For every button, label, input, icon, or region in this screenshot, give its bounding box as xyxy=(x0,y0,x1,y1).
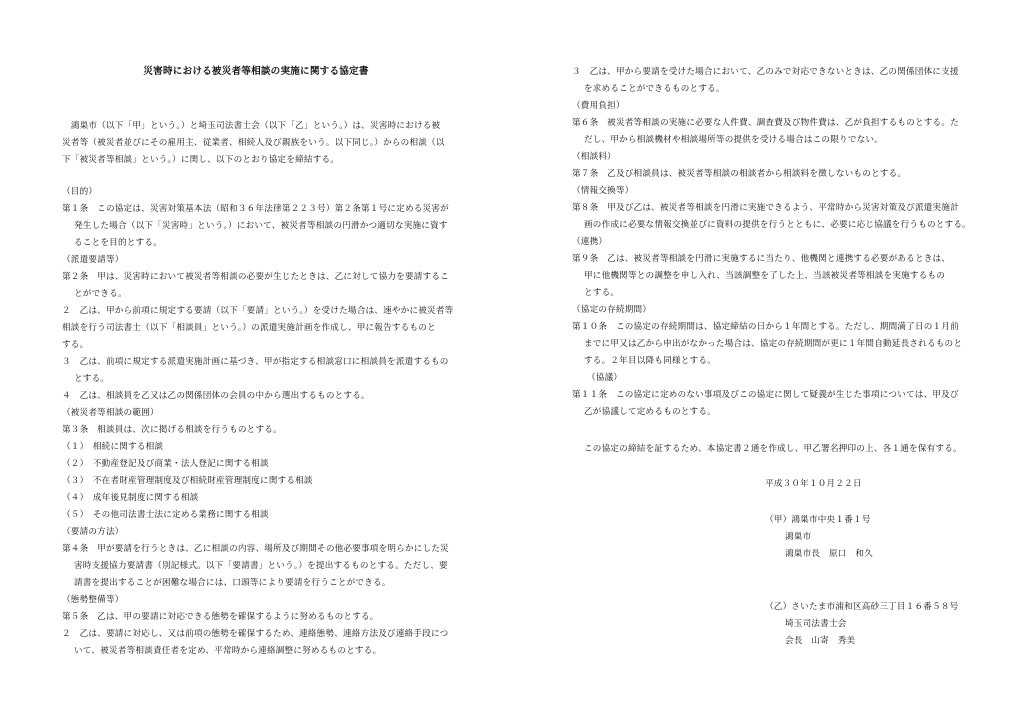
preamble-line: 災者等（被災者並びにその雇用主、従業者、相続人及び親族をいう。以下同じ。）からの相談（以 xyxy=(62,138,445,148)
party-a-representative: 鴻巣市長 原口 和久 xyxy=(785,549,873,559)
article-line: 害時支援協力要請書（別記様式。以下「要請書」という。）を提出するものとする。ただし、要 xyxy=(74,561,448,571)
list-item: （５） その他司法書士法に定める業務に関する相談 xyxy=(62,510,269,520)
article-line: 発生した場合（以下「災害時」という。）において、被災者等相談の円滑かつ適切な実施に資す xyxy=(74,221,448,231)
party-b-name: 埼玉司法書士会 xyxy=(785,619,847,629)
document-title: 災害時における被災者等相談の実施に関する協定書 xyxy=(143,66,369,77)
party-a-address: （甲）鴻巣市中央１番１号 xyxy=(765,515,871,525)
section-heading: （協議） xyxy=(587,373,623,383)
article-line: までに甲又は乙から申出がなかった場合は、協定の存続期間が更に１年間自動延長されるものと xyxy=(584,339,963,349)
article-line: とする。 xyxy=(74,374,110,384)
section-heading: （派遣要請等） xyxy=(62,255,124,265)
article-line: 第８条 甲及び乙は、被災者等相談を円滑に実施できるよう、平常時から災害対策及び派遣実施計 xyxy=(572,203,959,213)
list-item: （４） 成年後見制度に関する相談 xyxy=(62,493,199,503)
article-line: ３ 乙は、甲から要請を受けた場合において、乙のみで対応できないときは、乙の関係団体に支援 xyxy=(572,67,959,77)
article-line: とができる。 xyxy=(74,289,127,299)
section-heading: （被災者等相談の範囲） xyxy=(62,408,159,418)
article-line: 第５条 乙は、甲の要請に対応できる態勢を確保するように努めるものとする。 xyxy=(62,612,379,622)
article-line: ２ 乙は、要請に対応し、又は前項の態勢を確保するため、連絡態勢、連絡方法及び連絡手段につ xyxy=(62,629,449,639)
article-line: 乙が協議して定めるものとする。 xyxy=(584,407,716,417)
article-line: とする。 xyxy=(584,288,620,298)
article-line: ３ 乙は、前項に規定する派遣実施計画に基づき、甲が指定する相談窓口に相談員を派遣するもの xyxy=(62,357,449,367)
article-line: 画の作成に必要な情報交換並びに資料の提供を行うとともに、必要に応じ協議を行うものとする。 xyxy=(584,220,971,230)
section-heading: （情報交換等） xyxy=(572,186,634,196)
article-line: 相談を行う司法書士（以下「相談員」という。）の派遣実施計画を作成し、甲に報告するものと xyxy=(62,323,436,333)
section-heading: （連携） xyxy=(572,237,608,247)
list-item: （１） 相続に関する相談 xyxy=(62,442,164,452)
article-line: いて、被災者等相談責任者を定め、平常時から連絡調整に努めるものとする。 xyxy=(74,646,382,656)
closing-statement: この協定の締結を証するため、本協定書２通を作成し、甲乙署名押印の上、各１通を保有する。 xyxy=(584,444,962,454)
article-line: ることを目的とする。 xyxy=(74,238,162,248)
article-line: する。２年目以降も同様とする。 xyxy=(584,356,716,366)
section-heading: （要請の方法） xyxy=(62,527,124,537)
preamble-line: 下「被災者等相談」という。）に関し、以下のとおり協定を締結する。 xyxy=(62,155,340,165)
article-line: 第１１条 この協定に定めのない事項及びこの協定に関して疑義が生じた事項については、甲及び xyxy=(572,390,959,400)
article-line: 第１条 この協定は、災害対策基本法（昭和３６年法律第２２３号）第２条第１号に定める災害が xyxy=(62,204,449,214)
party-a-name: 鴻巣市 xyxy=(785,532,812,542)
article-line: 第３条 相談員は、次に掲げる相談を行うものとする。 xyxy=(62,425,282,435)
section-heading: （相談料） xyxy=(572,152,616,162)
section-heading: （目的） xyxy=(62,187,98,197)
article-line: ２ 乙は、甲から前項に規定する要請（以下「要請」という。）を受けた場合は、速やかに被災者等 xyxy=(62,306,454,316)
preamble-line: 鴻巣市（以下「甲」という。）と埼玉司法書士会（以下「乙」という。）は、災害時における被 xyxy=(62,121,441,131)
article-line: 請書を提出することが困難な場合には、口頭等により要請を行うことができる。 xyxy=(74,578,391,588)
party-b-representative: 会長 山寄 秀美 xyxy=(785,636,856,646)
article-line: 第７条 乙及び相談員は、被災者等相談の相談者から相談料を徴しないものとする。 xyxy=(572,169,907,179)
article-line: 第６条 被災者等相談の実施に必要な人件費、調査費及び物件費は、乙が負担するものとする。た xyxy=(572,118,959,128)
article-line: だし、甲から相談機材や相談場所等の提供を受ける場合はこの限りでない。 xyxy=(584,135,883,145)
section-heading: （協定の存続期間） xyxy=(572,305,652,315)
article-line: 第２条 甲は、災害時において被災者等相談の必要が生じたときは、乙に対して協力を要請するこ xyxy=(62,272,449,282)
section-heading: （態勢整備等） xyxy=(62,595,124,605)
article-line: する。 xyxy=(62,340,89,350)
party-b-address: （乙）さいたま市浦和区高砂三丁目１６番５８号 xyxy=(765,602,959,612)
article-line: 甲に他機関等との調整を申し入れ、当該調整を了した上、当該被災者等相談を実施するもの xyxy=(584,271,946,281)
article-line: 第４条 甲が要請を行うときは、乙に相談の内容、場所及び期間その他必要事項を明らかにした災 xyxy=(62,544,449,554)
article-line: ４ 乙は、相談員を乙又は乙の関係団体の会員の中から選出するものとする。 xyxy=(62,391,370,401)
article-line: 第９条 乙は、被災者等相談を円滑に実施するに当たり、他機関と連携する必要があるときは、 xyxy=(572,254,951,264)
list-item: （３） 不在者財産管理制度及び相続財産管理制度に関する相談 xyxy=(62,476,313,486)
article-line: 第１０条 この協定の存続期間は、協定締結の日から１年間とする。ただし、期間満了日の１月前 xyxy=(572,322,959,332)
list-item: （２） 不動産登記及び商業・法人登記に関する相談 xyxy=(62,459,269,469)
agreement-date: 平成３０年１０月２２日 xyxy=(765,479,862,489)
article-line: を求めることができるものとする。 xyxy=(584,84,725,94)
section-heading: （費用負担） xyxy=(572,101,625,111)
